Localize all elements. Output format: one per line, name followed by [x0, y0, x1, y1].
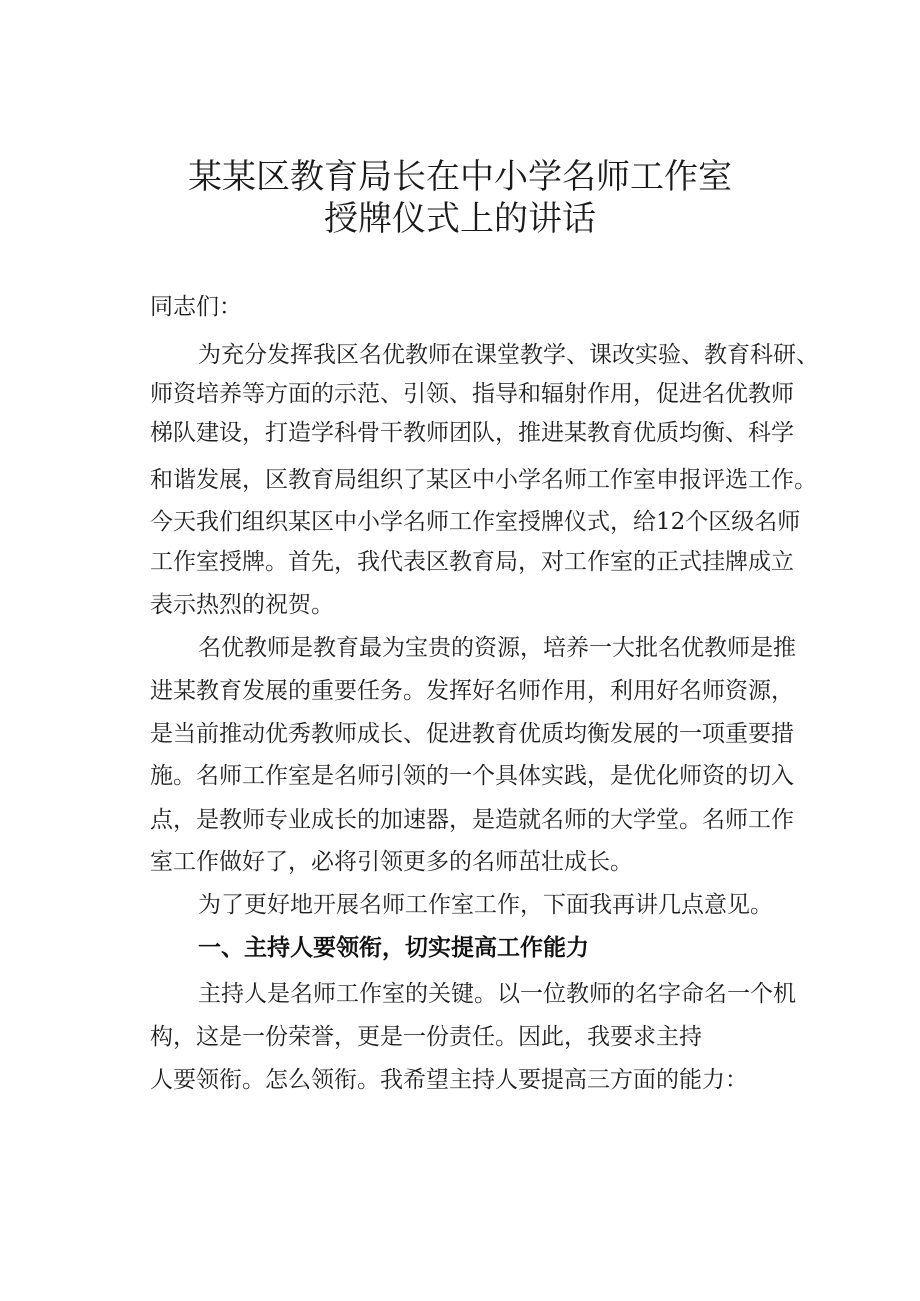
paragraph-line: 点，是教师专业成长的加速器，是造就名师的大学堂。名师工作 — [150, 807, 794, 833]
paragraph-line: 主持人是名师工作室的关键。以一位教师的名字命名一个机 — [198, 981, 796, 1007]
document-title-line-1: 某某区教育局长在中小学名师工作室 — [188, 157, 732, 197]
paragraph-line: 师资培养等方面的示范、引领、指导和辐射作用，促进名优教师 — [150, 381, 794, 407]
paragraph-line: 进某教育发展的重要任务。发挥好名师作用，利用好名师资源， — [150, 678, 794, 704]
paragraph-line: 施。名师工作室是名师引领的一个具体实践，是优化师资的切入 — [150, 763, 794, 789]
paragraph-line: 表示热烈的祝贺。 — [150, 592, 334, 618]
paragraph-line: 是当前推动优秀教师成长、促进教育优质均衡发展的一项重要措 — [150, 721, 794, 747]
paragraph-line: 名优教师是教育最为宝贵的资源，培养一大批名优教师是推 — [198, 635, 796, 661]
paragraph-line: 室工作做好了，必将引领更多的名师茁壮成长。 — [150, 849, 633, 875]
paragraph-line: 为充分发挥我区名优教师在课堂教学、课改实验、教育科研、 — [198, 342, 819, 368]
paragraph-line: 和谐发展，区教育局组织了某区中小学名师工作室申报评选工作。 — [150, 467, 817, 493]
paragraph-line: 梯队建设，打造学科骨干教师团队，推进某教育优质均衡、科学 — [150, 420, 794, 446]
section-heading: 一、主持人要领衔，切实提高工作能力 — [198, 935, 589, 961]
paragraph-line: 工作室授牌。首先，我代表区教育局，对工作室的正式挂牌成立 — [150, 549, 794, 575]
paragraph-line: 构，这是一份荣誉，更是一份责任。因此，我要求主持 — [150, 1024, 702, 1050]
salutation: 同志们： — [150, 294, 242, 320]
paragraph-line: 为了更好地开展名师工作室工作，下面我再讲几点意见。 — [198, 892, 773, 918]
paragraph-line: 今天我们组织某区中小学名师工作室授牌仪式，给12个区级名师 — [150, 509, 801, 535]
document-title-line-2: 授牌仪式上的讲话 — [324, 199, 596, 239]
paragraph-line: 人要领衔。怎么领衔。我希望主持人要提高三方面的能力： — [150, 1067, 748, 1093]
